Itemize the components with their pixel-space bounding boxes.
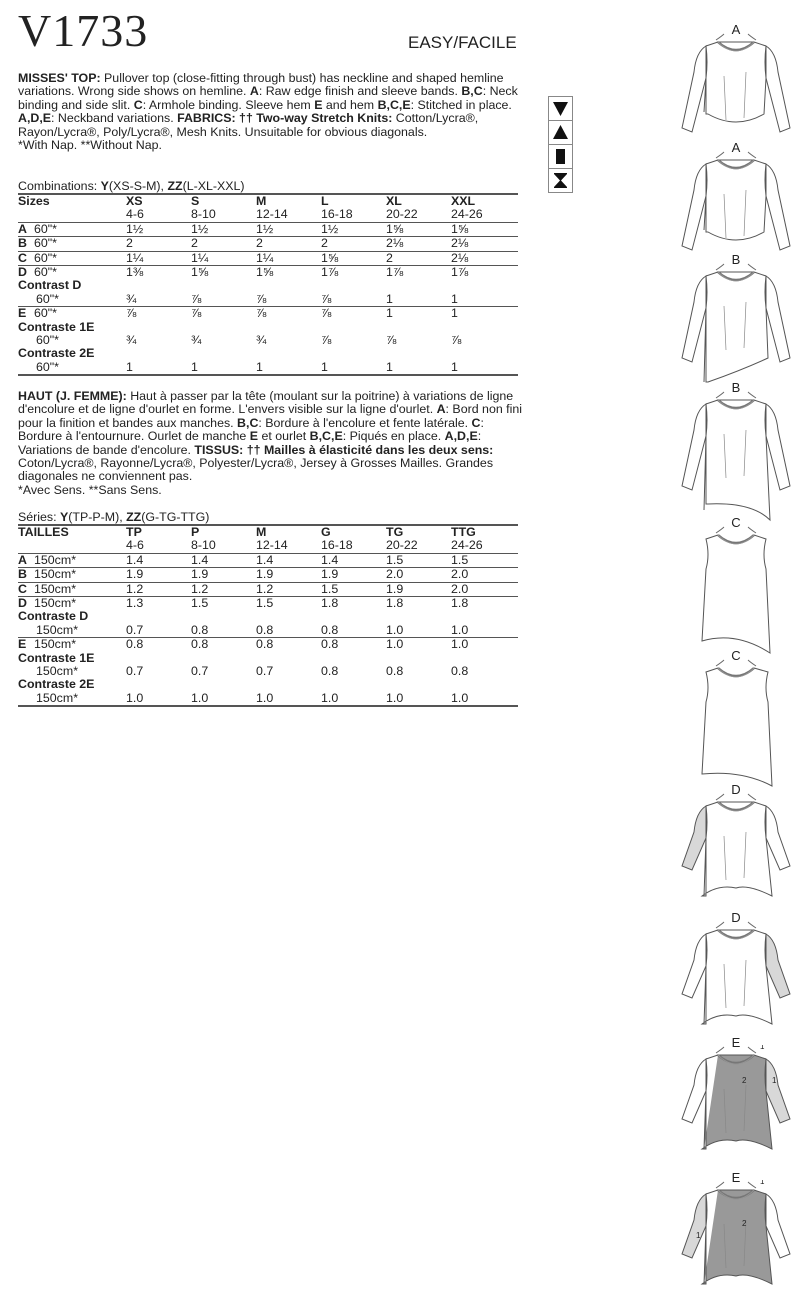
fabric-width: 60"*	[36, 333, 60, 348]
view-label: A	[731, 22, 741, 37]
yardage-value: 1½	[126, 221, 144, 236]
yardage-value: 1.4	[256, 552, 274, 567]
view-letter: C	[18, 250, 27, 265]
yardage-value: 2.0	[386, 567, 404, 582]
column-header	[386, 194, 451, 222]
yardage-value: 1.0	[451, 690, 469, 705]
callout-label: 2	[742, 1076, 747, 1085]
nap-note: *Avec Sens. **Sans Sens.	[18, 482, 162, 497]
size-range: 24-26	[451, 538, 483, 553]
yardage-value: 1.0	[386, 690, 404, 705]
yardage-value: 1.9	[386, 581, 404, 596]
table-header-row	[18, 525, 518, 553]
yardage-value: 1.0	[451, 637, 469, 652]
yardage-value: 1⅞	[386, 265, 404, 280]
caption-y-sizes: (XS-S-M),	[108, 179, 168, 193]
yardage-value: 1	[386, 306, 393, 321]
view-label: C	[731, 515, 741, 530]
column-header	[191, 525, 256, 553]
size-label: L	[321, 194, 329, 208]
yardage-value: 1⅝	[256, 265, 274, 280]
column-header	[256, 525, 321, 553]
yardage-value: 1.8	[451, 596, 469, 611]
yardage-value: 1.0	[256, 690, 274, 705]
table-caption	[18, 179, 518, 193]
size-label: TP	[126, 525, 142, 539]
desc-text: : Raw edge finish and sleeve bands.	[258, 84, 462, 99]
table-row	[18, 582, 518, 596]
view-ref: B,C,E	[309, 429, 343, 444]
column-header: TAILLES	[18, 525, 69, 539]
yardage-value: 1⅞	[451, 265, 469, 280]
fabrics-label: FABRICS: †† Two-way Stretch Knits:	[177, 111, 393, 126]
row-label	[18, 553, 126, 567]
row-label	[18, 582, 126, 596]
view-ref: C	[133, 97, 143, 112]
garment-sketch-icon	[672, 792, 800, 924]
view-letter: E	[18, 637, 27, 652]
view-letter: C	[18, 581, 27, 596]
difficulty-label: EASY/FACILE	[408, 33, 517, 52]
yardage-value: 1	[191, 359, 198, 374]
yardage-value: 1.9	[321, 567, 339, 582]
yardage-table-en	[18, 179, 518, 376]
yardage-value: 1.8	[321, 596, 339, 611]
size-range: 16-18	[321, 207, 353, 222]
view-label: E	[731, 1035, 741, 1050]
callout-label: 1	[760, 1180, 765, 1186]
size-label: XS	[126, 194, 143, 208]
size-range: 12-14	[256, 207, 288, 222]
yardage-value: 1	[126, 359, 133, 374]
desc-text: : Variations de bande d'encolure.	[18, 429, 482, 457]
description-fr	[18, 390, 523, 497]
row-label	[18, 307, 126, 321]
yardage-table	[18, 193, 518, 376]
yardage-value: 1.2	[256, 581, 274, 596]
caption-zz-sizes: (G-TG-TTG)	[141, 510, 210, 524]
garment-sketch-icon	[672, 390, 800, 522]
table-row	[18, 266, 518, 280]
caption-zz: ZZ	[126, 510, 142, 524]
table-row	[18, 361, 518, 375]
fabrics-label: TISSUS: †† Mailles à élasticité dans les deux sens:	[194, 442, 494, 457]
view-letter: B	[18, 236, 27, 251]
fabric-width: 150cm*	[34, 596, 77, 611]
yardage-value: 1.0	[451, 622, 469, 637]
desc-text: : Piqués en place.	[342, 429, 445, 444]
desc-text: et ourlet	[258, 429, 310, 444]
yardage-value: ⅞	[321, 291, 332, 306]
view-ref: A,D,E	[18, 111, 52, 126]
table-row	[18, 222, 518, 236]
row-label	[18, 222, 126, 236]
yardage-value: 1	[451, 306, 458, 321]
metric-table	[18, 524, 518, 707]
group-label: Contraste 2E	[18, 677, 95, 692]
garment-sketch-icon	[672, 262, 800, 394]
yardage-value: 0.8	[126, 637, 144, 652]
table-row	[18, 251, 518, 265]
table-group-row	[18, 347, 518, 360]
fabric-width: 150cm*	[36, 664, 79, 679]
desc-text: Pullover top (close-fitting through bust) has neckline and shaped hemline variations. Wrong side shows on hemline.	[18, 71, 504, 99]
desc-text: : Bordure à l'encolure et fente latérale.	[258, 415, 472, 430]
triangle-up-icon	[549, 121, 572, 145]
table-row	[18, 553, 518, 567]
yardage-value: 0.8	[321, 622, 339, 637]
yardage-value: ⅞	[191, 291, 202, 306]
size-range: 8-10	[191, 207, 216, 222]
yardage-value: 1¼	[126, 250, 144, 265]
yardage-value: 2	[321, 236, 328, 251]
group-label: Contraste 1E	[18, 319, 95, 334]
size-range: 12-14	[256, 538, 288, 553]
yardage-value: ⅞	[191, 306, 202, 321]
size-label: M	[256, 194, 267, 208]
yardage-value: 0.7	[256, 664, 274, 679]
size-label: TG	[386, 525, 404, 539]
yardage-value: 1.5	[191, 596, 209, 611]
yardage-value: 1.4	[126, 552, 144, 567]
yardage-value: 1.8	[386, 596, 404, 611]
column-header: Sizes	[18, 194, 50, 208]
desc-text: : Stitched in place.	[410, 97, 512, 112]
column-header	[256, 194, 321, 222]
yardage-value: 1.0	[191, 690, 209, 705]
yardage-value: 0.8	[321, 637, 339, 652]
yardage-value: ¾	[191, 333, 202, 348]
desc-text: : Armhole binding. Sleeve hem	[142, 97, 315, 112]
size-label: P	[191, 525, 200, 539]
caption-y-sizes: (TP-P-M),	[68, 510, 127, 524]
desc-text: : Bord non fini pour la finition et bandes aux manches.	[18, 402, 523, 430]
yardage-value: 1⅜	[126, 265, 144, 280]
view-label: B	[731, 252, 741, 267]
yardage-value: 2⅛	[451, 236, 469, 251]
yardage-value: 1.5	[451, 552, 469, 567]
callout-label: 2	[742, 1219, 747, 1228]
caption-prefix: Combinations:	[18, 179, 101, 193]
table-row	[18, 307, 518, 321]
desc-text: Haut à passer par la tête (moulant sur la poitrine) à variations de ligne d'encolure et de ligne d'ourlet en forme. L'envers visible sur la ligne d'ourlet.	[18, 389, 514, 417]
yardage-value: ⅞	[126, 306, 137, 321]
yardage-value: 2	[256, 236, 263, 251]
fabric-width: 60"*	[36, 291, 60, 306]
yardage-value: 0.8	[321, 664, 339, 679]
yardage-value: ⅞	[256, 291, 267, 306]
yardage-value: 0.7	[126, 664, 144, 679]
group-label: Contraste D	[18, 609, 89, 624]
fabric-width: 150cm*	[34, 552, 77, 567]
yardage-value: 2.0	[451, 581, 469, 596]
view-ref: A	[249, 84, 259, 99]
yardage-value: 2	[126, 236, 133, 251]
desc-text: : Neckband variations.	[51, 111, 178, 126]
view-ref: B,C,E	[377, 97, 411, 112]
view-label: E	[731, 1170, 741, 1185]
column-header	[321, 194, 386, 222]
view-ref: A,D,E	[444, 429, 478, 444]
view-letter: E	[18, 306, 27, 321]
group-label: Contraste 1E	[18, 650, 95, 665]
caption-y: Y	[100, 179, 109, 193]
desc-text: : Bordure à l'entournure. Ourlet de manche	[18, 415, 484, 444]
yardage-value: ⅞	[386, 333, 397, 348]
table-group-row	[18, 652, 518, 665]
column-header	[386, 525, 451, 553]
size-range: 4-6	[126, 538, 144, 553]
row-label	[18, 237, 126, 251]
view-label: D	[731, 910, 741, 925]
size-label: M	[256, 525, 267, 539]
yardage-value: ¾	[126, 333, 137, 348]
caption-zz: ZZ	[167, 179, 183, 193]
desc-text: : Neck binding and side slit.	[18, 84, 518, 112]
triangle-down-icon	[549, 97, 572, 121]
yardage-value: 1⅝	[386, 221, 404, 236]
yardage-value: 0.7	[126, 622, 144, 637]
yardage-value: 1⅝	[451, 221, 469, 236]
yardage-value: 0.8	[191, 622, 209, 637]
yardage-value: 1.5	[386, 552, 404, 567]
group-label: Contraste 2E	[18, 346, 95, 361]
yardage-value: ⅞	[321, 333, 332, 348]
yardage-value: 1.2	[191, 581, 209, 596]
table-row	[18, 293, 518, 307]
view-label: B	[731, 380, 741, 395]
yardage-value: 1	[256, 359, 263, 374]
yardage-value: 1.5	[321, 581, 339, 596]
view-letter: D	[18, 596, 27, 611]
callout-label: 1	[772, 1076, 777, 1085]
yardage-value: 1.3	[126, 596, 144, 611]
size-range: 20-22	[386, 207, 418, 222]
fabric-width: 60"*	[34, 236, 58, 251]
size-label: TTG	[451, 525, 476, 539]
desc-title: MISSES' TOP:	[18, 71, 101, 85]
yardage-value: 0.7	[191, 664, 209, 679]
view-letter: A	[18, 552, 27, 567]
fabric-width: 150cm*	[36, 622, 79, 637]
yardage-table-fr	[18, 510, 518, 707]
size-label: XL	[386, 194, 402, 208]
desc-text: Cotton/Lycra®, Rayon/Lycra®, Poly/Lycra®, Mesh Knits. Unsuitable for obvious diagonals.	[18, 111, 479, 139]
size-range: 4-6	[126, 207, 144, 222]
yardage-value: 1.9	[126, 567, 144, 582]
view-ref: C	[471, 415, 481, 430]
yardage-value: 1.4	[191, 552, 209, 567]
yardage-value: 1	[451, 359, 458, 374]
table-group-row	[18, 279, 518, 292]
table-group-row	[18, 678, 518, 691]
caption-prefix: Séries:	[18, 510, 61, 524]
yardage-value: 1⅝	[321, 250, 339, 265]
table-group-row	[18, 610, 518, 623]
row-label	[18, 266, 126, 280]
yardage-value: 1.0	[321, 690, 339, 705]
garment-sketch-icon	[672, 658, 800, 790]
yardage-value: 1½	[191, 221, 209, 236]
view-ref: B,C	[237, 415, 259, 430]
yardage-value: ⅞	[321, 306, 332, 321]
column-header	[191, 194, 256, 222]
view-label: D	[731, 782, 741, 797]
yardage-value: 1⅝	[191, 265, 209, 280]
fabric-width: 60"*	[34, 250, 58, 265]
table-row	[18, 665, 518, 678]
callout-label: 1	[760, 1045, 765, 1051]
yardage-value: 1.5	[256, 596, 274, 611]
view-ref: B,C	[461, 84, 483, 99]
fabric-width: 150cm*	[34, 637, 77, 652]
yardage-value: 0.8	[386, 664, 404, 679]
yardage-value: 1.4	[321, 552, 339, 567]
yardage-value: 1.0	[126, 690, 144, 705]
caption-y: Y	[60, 510, 69, 524]
desc-text: Coton/Lycra®, Rayonne/Lycra®, Polyester/Lycra®, Jersey à Grosses Mailles. Grandes diagonales ne conviennent pas.	[18, 456, 494, 484]
desc-text: and hem	[322, 97, 378, 112]
pattern-number: V1733	[18, 5, 149, 56]
table-row	[18, 568, 518, 582]
yardage-value: 1.0	[386, 637, 404, 652]
table-row	[18, 692, 518, 706]
table-caption	[18, 510, 518, 524]
size-range: 24-26	[451, 207, 483, 222]
size-label: XXL	[451, 194, 476, 208]
fabric-width: 60"*	[36, 359, 60, 374]
yardage-value: ¾	[126, 291, 137, 306]
row-label	[18, 568, 126, 582]
yardage-value: 1¼	[191, 250, 209, 265]
desc-title: HAUT (J. FEMME):	[18, 389, 127, 403]
notch-symbols	[548, 96, 573, 193]
fabric-width: 150cm*	[36, 690, 79, 705]
nap-note: *With Nap. **Without Nap.	[18, 138, 162, 153]
yardage-value: 0.8	[256, 637, 274, 652]
view-letter: B	[18, 567, 27, 582]
yardage-value: ¾	[256, 333, 267, 348]
yardage-value: 1	[386, 291, 393, 306]
table-row	[18, 638, 518, 652]
fabric-width: 150cm*	[34, 581, 77, 596]
yardage-value: 1	[451, 291, 458, 306]
fabric-width: 60"*	[34, 306, 58, 321]
table-group-row	[18, 321, 518, 334]
yardage-value: 1.9	[256, 567, 274, 582]
yardage-value: 1⅞	[321, 265, 339, 280]
yardage-value: 2	[386, 250, 393, 265]
yardage-value: 2	[191, 236, 198, 251]
yardage-value: 1.2	[126, 581, 144, 596]
yardage-value: 1.0	[386, 622, 404, 637]
view-label: A	[731, 140, 741, 155]
square-icon	[549, 145, 572, 169]
yardage-value: 1½	[256, 221, 274, 236]
yardage-value: ⅞	[256, 306, 267, 321]
yardage-value: 1	[321, 359, 328, 374]
view-letter: D	[18, 265, 27, 280]
fabric-width: 60"*	[34, 221, 58, 236]
size-label: S	[191, 194, 200, 208]
table-row	[18, 334, 518, 347]
row-label	[18, 638, 126, 652]
table-row	[18, 237, 518, 251]
hourglass-icon	[549, 169, 572, 192]
table-row	[18, 597, 518, 611]
callout-label: 1	[696, 1231, 701, 1240]
yardage-value: 0.8	[191, 637, 209, 652]
garment-sketch-icon	[672, 920, 800, 1052]
row-label	[18, 251, 126, 265]
fabric-width: 60"*	[34, 265, 58, 280]
size-range: 8-10	[191, 538, 216, 553]
view-ref: E	[314, 97, 323, 112]
yardage-value: ⅞	[451, 333, 462, 348]
yardage-value: 2⅛	[386, 236, 404, 251]
column-header	[126, 525, 191, 553]
size-range: 16-18	[321, 538, 353, 553]
yardage-value: 1½	[321, 221, 339, 236]
yardage-value: 1	[386, 359, 393, 374]
yardage-value: 2.0	[451, 567, 469, 582]
view-label: C	[731, 648, 741, 663]
garment-sketch-icon	[672, 1045, 800, 1177]
column-header	[451, 194, 518, 222]
table-row	[18, 624, 518, 638]
size-label: G	[321, 525, 331, 539]
size-range: 20-22	[386, 538, 418, 553]
yardage-value: 1¼	[256, 250, 274, 265]
column-header	[451, 525, 518, 553]
description-en	[18, 72, 523, 152]
caption-zz-sizes: (L-XL-XXL)	[182, 179, 245, 193]
garment-sketch-icon	[672, 525, 800, 657]
view-ref: E	[249, 429, 258, 444]
garment-sketch-icon	[672, 1180, 800, 1312]
yardage-value: 1.9	[191, 567, 209, 582]
column-header	[321, 525, 386, 553]
yardage-value: 2⅛	[451, 250, 469, 265]
table-header-row	[18, 194, 518, 222]
fabric-width: 150cm*	[34, 567, 77, 582]
row-label	[18, 597, 126, 611]
yardage-value: 0.8	[451, 664, 469, 679]
column-header	[126, 194, 191, 222]
view-letter: A	[18, 221, 27, 236]
group-label: Contrast D	[18, 278, 82, 293]
view-ref: A	[436, 402, 446, 417]
yardage-value: 0.8	[256, 622, 274, 637]
